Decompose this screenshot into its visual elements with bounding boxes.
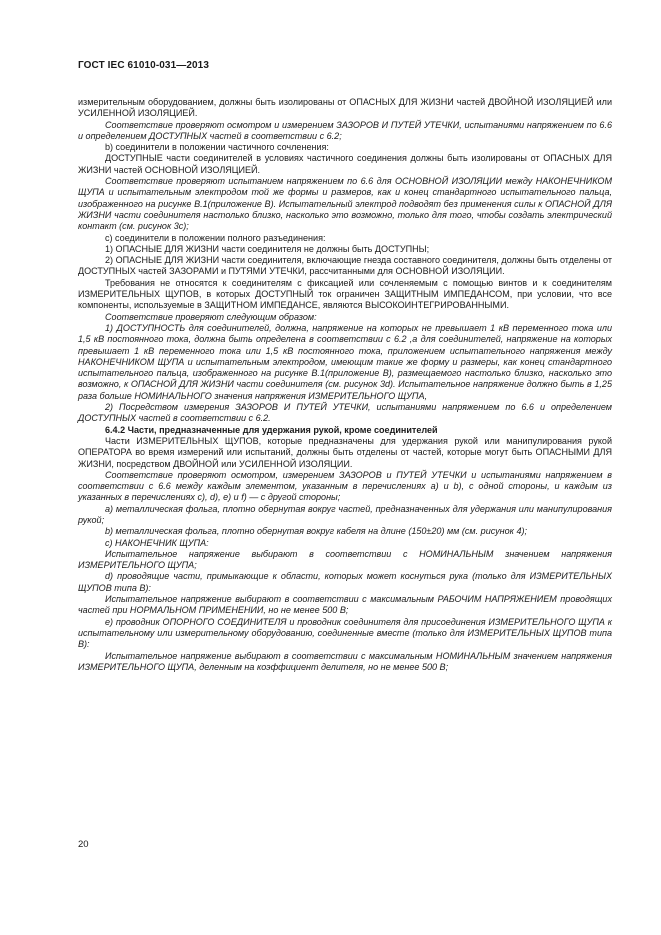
paragraph: ДОСТУПНЫЕ части соединителей в условиях частичного соединения должны быть изолированы от ОПАСНЫХ ДЛЯ ЖИЗНИ частей ОСНОВНОЙ ИЗОЛЯЦИЕЙ. [78, 153, 612, 175]
list-item: с) соединители в положении полного разъединения: [105, 232, 326, 243]
body-text [78, 97, 612, 673]
list-item: 2) Посредством измерения ЗАЗОРОВ И ПУТЕЙ УТЕЧКИ, испытаниями напряжением по 6.6 и определением ДОСТУПНЫХ частей в соответствии с 6.2. [78, 402, 612, 424]
list-item: d) проводящие части, примыкающие к области, которых может коснуться рука (только для ИЗМЕРИТЕЛЬНЫХ ЩУПОВ типа В): [78, 571, 612, 593]
paragraph: измерительным оборудованием, должны быть изолированы от ОПАСНЫХ ДЛЯ ЖИЗНИ частей ДВОЙНОЙ ИЗОЛЯЦИЕЙ или УСИЛЕННОЙ ИЗОЛЯЦИЕЙ. [78, 97, 612, 119]
compliance-paragraph: Соответствие проверяют следующим образом: [105, 311, 317, 322]
list-item: 1) ОПАСНЫЕ ДЛЯ ЖИЗНИ части соединителя не должны быть ДОСТУПНЫ; [105, 243, 430, 254]
paragraph: Испытательное напряжение выбирают в соответствии с НОМИНАЛЬНЫМ значением напряжения ИЗМЕРИТЕЛЬНОГО ЩУПА; [78, 548, 612, 571]
paragraph: Испытательное напряжение выбирают в соответствии с максимальным РАБОЧИМ НАПРЯЖЕНИЕМ проводящих частей при НОРМАЛЬНОМ ПРИМЕНЕНИИ, но не менее 500 В; [78, 594, 612, 616]
compliance-paragraph: Соответствие проверяют осмотром и измерением ЗАЗОРОВ И ПУТЕЙ УТЕЧКИ, испытаниями напряжением по 6.6 и определением ДОСТУПНЫХ частей в соответствии с 6.2; [78, 119, 612, 141]
paragraph: Части ИЗМЕРИТЕЛЬНЫХ ЩУПОВ, которые предназначены для удержания рукой или манипулирования рукой ОПЕРАТОРА во время измерений или испытаний, должны быть отделены от частей, которые могут быть ОПАСНЫМИ ДЛЯ ЖИЗНИ, посредством ДВОЙНОЙ или УСИЛЕННОЙ ИЗОЛЯЦИИ. [78, 435, 612, 469]
list-item: е) проводник ОПОРНОГО СОЕДИНИТЕЛЯ и проводник соединителя для присоединения ИЗМЕРИТЕЛЬНОГО ЩУПА к испытательному или измерительному оборудованию, соединенные вместе (только для ИЗМЕРИТЕЛЬНЫХ ЩУПОВ типа В): [78, 616, 612, 650]
page-number: 20 [78, 839, 89, 850]
list-item: b) металлическая фольга, плотно обернутая вокруг кабеля на длине (150±20) мм (см. рисунок 4); [105, 526, 528, 537]
list-item: а) металлическая фольга, плотно обернутая вокруг частей, предназначенных для удержания или манипулирования рукой; [78, 503, 612, 525]
paragraph: Испытательное напряжение выбирают в соответствии с максимальным НОМИНАЛЬНЫМ значением напряжения ИЗМЕРИТЕЛЬНОГО ЩУПА, деленным на коэффициент делителя, но не менее 500 В; [78, 650, 612, 672]
compliance-paragraph: Соответствие проверяют осмотром, измерением ЗАЗОРОВ и ПУТЕЙ УТЕЧКИ и испытаниями напряжением в соответствии с 6.6 между каждым элементом, указанным в перечислениях а) и b), с одной стороны, и каждым из указанных в перечислениях с), d), е) и f) — с другой стороны; [78, 469, 612, 503]
list-item: 2) ОПАСНЫЕ ДЛЯ ЖИЗНИ части соединителя, включающие гнезда составного соединителя, должны быть отделены от ДОСТУПНЫХ частей ЗАЗОРАМИ и ПУТЯМИ УТЕЧКИ, рассчитанными для ОСНОВНОЙ ИЗОЛЯЦИИ. [78, 255, 612, 277]
paragraph: Требования не относятся к соединителям с фиксацией или сочленяемым с помощью винтов и к соединителям ИЗМЕРИТЕЛЬНЫХ ЩУПОВ, в которых ДОСТУПНЫЙ ток ограничен ЗАЩИТНЫМ ИМПЕДАНСОМ, при условии, что все компоненты, используемые в ЗАЩИТНОМ ИМПЕДАНСЕ, являются ВЫСОКОИНТЕГРИРОВАННЫМИ. [78, 277, 612, 311]
list-item: 1) ДОСТУПНОСТЬ для соединителей, должна, напряжение на которых не превышает 1 кВ переменного тока или 1,5 кВ постоянного тока, должна быть определена в соответствии с 6.2 ,а для соединителей, напряжение на которых превышает 1 кВ переменного тока или 1,5 кВ постоянного тока, приложением испытательного напряжения между НАКОНЕЧНИКОМ ЩУПА и испытательным электродом, имеющим такие же форму и размеры, как конец стандартного испытательного пальца, изображенного на рисунке В.1(приложение В), размещаемого настолько близко, насколько это возможно, к ОПАСНОЙ ДЛЯ ЖИЗНИ части соединителя (см. рисунок 3d). Испытательное напряжение должно быть в 1,25 раза больше НОМИНАЛЬНОГО значения напряжения ИЗМЕРИТЕЛЬНОГО ЩУПА, [78, 322, 612, 401]
list-item: с) НАКОНЕЧНИК ЩУПА: [105, 537, 209, 548]
compliance-paragraph: Соответствие проверяют испытанием напряжением по 6.6 для ОСНОВНОЙ ИЗОЛЯЦИИ между НАКОНЕЧНИКОМ ЩУПА и испытательным электродом той же формы и размеров, как и конец стандартного испытательного пальца, изображенного на рисунке В.1(приложение В). Испытательный электрод подводят без применения силы к ОПАСНОЙ ДЛЯ ЖИЗНИ части соединителя настолько близко, насколько это возможно, только для того, чтобы создать электрический контакт (см. рисунок 3с); [78, 176, 612, 232]
standard-header: ГОСТ IEC 61010-031—2013 [78, 60, 209, 71]
section-heading: 6.4.2 Части, предназначенные для удержания рукой, кроме соединителей [105, 424, 438, 435]
list-item: b) соединители в положении частичного сочленения: [105, 142, 329, 153]
